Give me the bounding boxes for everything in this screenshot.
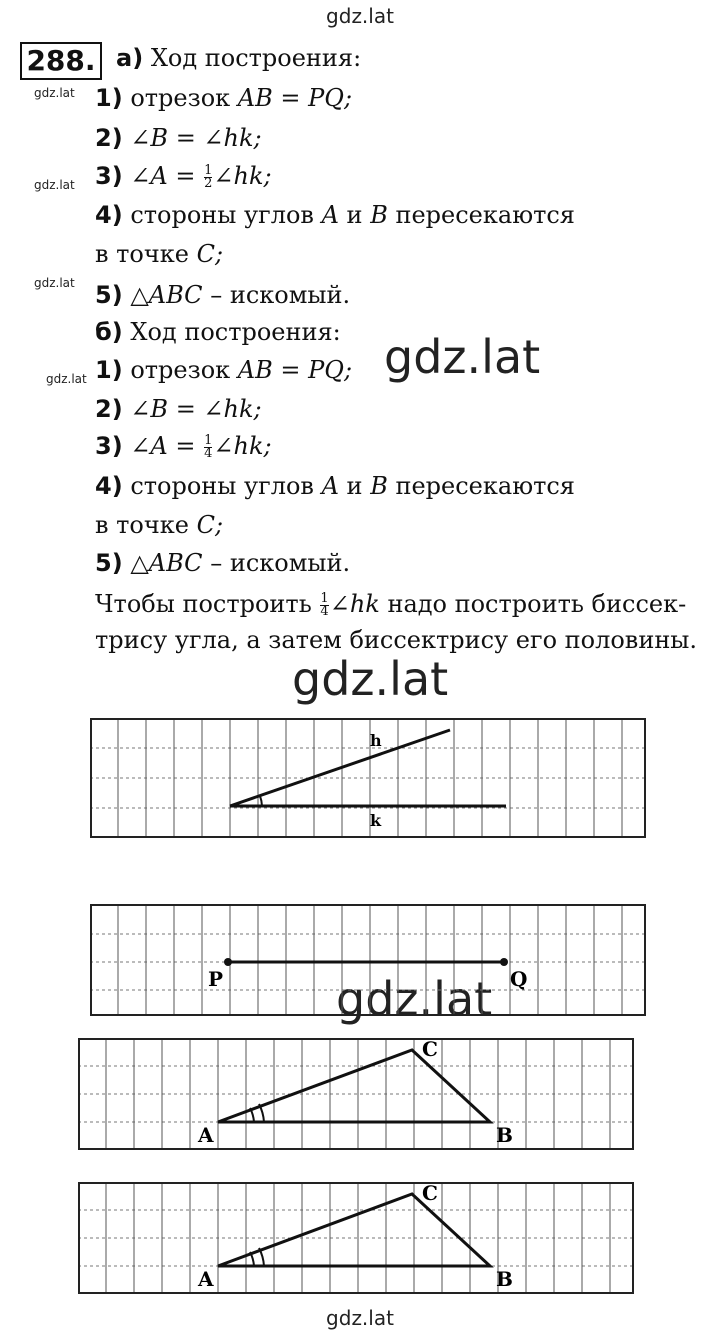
- fraction-one-quarter: $\frac{1}{4}$: [320, 591, 329, 619]
- label-c: C: [422, 1038, 438, 1061]
- watermark-bottom: gdz.lat: [326, 1306, 394, 1330]
- watermark-small: gdz.lat: [34, 86, 75, 100]
- part-a-step-5: 5) △ABC – искомый.: [95, 281, 351, 309]
- figure-segment-pq: [90, 904, 646, 1016]
- watermark-small: gdz.lat: [34, 276, 75, 290]
- fraction-one-quarter: $\frac{1}{4}$: [204, 433, 213, 461]
- part-a-step-4: 4) стороны углов A и B пересекаются: [95, 201, 575, 229]
- note-line-1: Чтобы построить $\frac{1}{4}$ ∠hk надо построить биссек-: [95, 590, 687, 619]
- watermark-small: gdz.lat: [46, 372, 87, 386]
- fraction-one-half: $\frac{1}{2}$: [204, 163, 213, 191]
- watermark-small: gdz.lat: [34, 178, 75, 192]
- part-a-step-4-cont: в точке C;: [95, 240, 224, 268]
- point-q: [500, 958, 508, 966]
- part-a-step-3: 3) ∠A = $\frac{1}{2}$ ∠hk;: [95, 162, 272, 191]
- part-b-heading: б) Ход построения:: [95, 318, 341, 346]
- figure-triangle-b: [78, 1182, 634, 1294]
- watermark-large: gdz.lat: [292, 652, 449, 706]
- part-a-step-2: 2) ∠B = ∠hk;: [95, 124, 262, 152]
- note-line-2: трису угла, а затем биссектрису его половины.: [95, 626, 698, 654]
- problem-number: 288.: [20, 42, 102, 80]
- watermark-large: gdz.lat: [336, 972, 493, 1026]
- part-b-step-2: 2) ∠B = ∠hk;: [95, 395, 262, 423]
- part-b-step-5: 5) △ABC – искомый.: [95, 549, 351, 577]
- part-b-step-3: 3) ∠A = $\frac{1}{4}$ ∠hk;: [95, 432, 272, 461]
- label-b: B: [496, 1267, 513, 1291]
- point-p: [224, 958, 232, 966]
- label-a: A: [198, 1267, 214, 1291]
- label-c: C: [422, 1182, 438, 1205]
- part-a-heading: а) Ход построения:: [116, 44, 362, 72]
- watermark-top: gdz.lat: [326, 4, 394, 28]
- watermark-large: gdz.lat: [384, 330, 541, 384]
- part-b-step-1: 1) отрезок AB = PQ;: [95, 356, 353, 384]
- label-a: A: [198, 1123, 214, 1147]
- triangle-abc: [218, 1194, 490, 1266]
- part-b-step-4-cont: в точке C;: [95, 511, 224, 539]
- label-b: B: [496, 1123, 513, 1147]
- part-a-step-1: 1) отрезок AB = PQ;: [95, 84, 353, 112]
- label-p: P: [208, 967, 224, 991]
- part-b-step-4: 4) стороны углов A и B пересекаются: [95, 472, 575, 500]
- label-k: k: [370, 811, 382, 830]
- ray-h: [230, 730, 450, 806]
- figure-angle-hk: [90, 718, 646, 838]
- figure-triangle-a: [78, 1038, 634, 1150]
- label-q: Q: [510, 967, 528, 991]
- triangle-abc: [218, 1050, 490, 1122]
- label-h: h: [370, 731, 382, 750]
